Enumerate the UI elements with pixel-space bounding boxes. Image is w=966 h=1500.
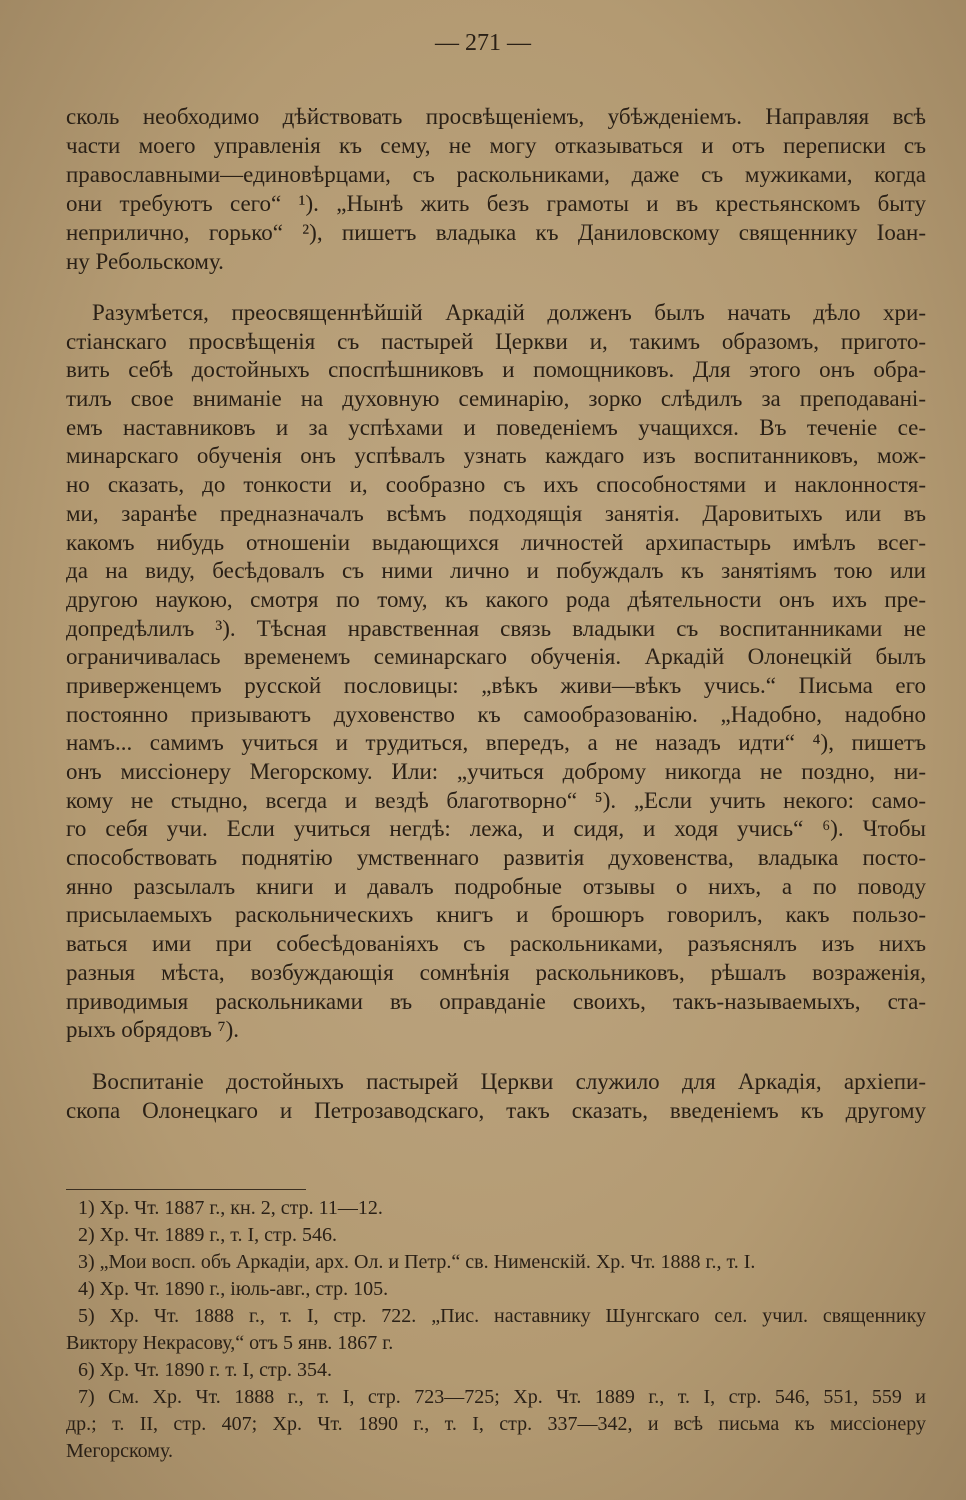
text-line: приводимыя раскольниками въ оправданіе своихъ, такъ-называемыхъ, ста- (66, 988, 926, 1014)
text-line: рыхъ обрядовъ ⁷). (66, 1017, 240, 1043)
text-line: сколь необходимо дѣйствовать просвѣщеніемъ, убѣжденіемъ. Направляя всѣ (66, 104, 926, 129)
footnote-line: 5) Хр. Чт. 1888 г., т. I, стр. 722. „Пис. наставнику Шунгскаго сел. учил. священнику (78, 1305, 926, 1327)
text-line: Разумѣется, преосвященнѣйшій Аркадій долженъ былъ начать дѣло хри- (92, 300, 926, 325)
text-line: какомъ нибудь отношеніи выдающихся личностей архипастырь имѣлъ всег- (66, 529, 926, 555)
text-line: неприлично, горько“ ²), пишетъ владыка къ Даниловскому священнику Іоан- (66, 220, 926, 245)
text-line: Воспитаніе достойныхъ пастырей Церкви служило для Аркадія, архіепи- (92, 1069, 926, 1094)
text-line: части моего управленія къ сему, не могу отказываться и отъ переписки съ (66, 133, 926, 158)
footnote-line: др.; т. II, стр. 407; Хр. Чт. 1890 г., т. I, стр. 337—342, и всѣ письма къ миссіонеру (66, 1413, 926, 1435)
text-line: онъ миссіонеру Мегорскому. Или: „учиться доброму никогда не поздно, ни- (66, 759, 926, 784)
text-line: другою наукою, смотря по тому, къ какого рода дѣятельности онъ ихъ пре- (66, 586, 926, 612)
text-line: скопа Олонецкаго и Петрозаводскаго, такъ сказать, введеніемъ къ другому (66, 1097, 926, 1123)
text-line: постоянно призываютъ духовенство къ самообразованію. „Надобно, надобно (66, 701, 926, 727)
text-line: присылаемыхъ раскольническихъ книгъ и брошюръ говорилъ, какъ пользо- (66, 902, 926, 928)
text-line: кому не стыдно, всегда и вездѣ благотворно“ ⁵). „Если учить некого: само- (66, 787, 926, 813)
paragraph-3 (66, 1068, 926, 1125)
footnote-line: Мегорскому. (66, 1440, 173, 1462)
text-line: янно разсылалъ книги и давалъ подробные отзывы о нихъ, а по поводу (66, 873, 926, 899)
footnote-line: 4) Хр. Чт. 1890 г., іюль-авг., стр. 105. (78, 1278, 389, 1300)
page-number: — 271 — (435, 30, 531, 56)
footnote-line: 3) „Мои восп. объ Аркадіи, арх. Ол. и Петр.“ св. Нименскій. Хр. Чт. 1888 г., т. I. (78, 1251, 756, 1273)
text-line: но сказать, до тонкости и, сообразно съ ихъ способностями и наклонностя- (66, 472, 926, 498)
text-line: приверженцемъ русской пословицы: „вѣкъ живи—вѣкъ учись.“ Письма его (66, 672, 926, 698)
footnote-line: Виктору Некрасову,“ отъ 5 янв. 1867 г. (66, 1332, 394, 1354)
text-line: го себя учи. Если учиться негдѣ: лежа, и сидя, и ходя учись“ ⁶). Чтобы (66, 816, 926, 842)
footnotes (66, 1195, 926, 1465)
text-line: способствовать поднятію умственнаго развитія духовенства, владыка посто- (66, 845, 926, 871)
text-line: допредѣлилъ ³). Тѣсная нравственная связь владыки съ воспитанниками не (66, 615, 926, 641)
text-line: да на виду, бесѣдовалъ съ ними лично и побуждалъ къ занятіямъ тою или (66, 558, 926, 584)
text-line: ограничивалась временемъ семинарскаго обученія. Аркадій Олонецкій былъ (66, 644, 926, 670)
text-line: разныя мѣста, возбуждающія сомнѣнія раскольниковъ, рѣшалъ возраженія, (66, 959, 926, 985)
footnote-line: 6) Хр. Чт. 1890 г. т. I, стр. 354. (78, 1359, 333, 1381)
footnote-line: 2) Хр. Чт. 1889 г., т. I, стр. 546. (78, 1224, 338, 1246)
paragraph-1 (66, 102, 926, 276)
text-line: ну Ребольскому. (66, 249, 224, 274)
footnote-line: 1) Хр. Чт. 1887 г., кн. 2, стр. 11—12. (78, 1197, 383, 1219)
paragraph-2 (66, 299, 926, 1045)
text-line: ми, заранѣе предназначалъ всѣмъ подходящія занятія. Даровитыхъ или въ (66, 500, 926, 526)
text-line: минарскаго обученія онъ успѣвалъ узнать каждаго изъ воспитанниковъ, мож- (66, 443, 926, 469)
text-line: стіанскаго просвѣщенія съ пастырей Церкви и, такимъ образомъ, пригото- (66, 328, 926, 354)
text-line: они требуютъ сего“ ¹). „Нынѣ жить безъ грамоты и въ крестьянскомъ быту (66, 191, 926, 216)
text-line: вить себѣ достойныхъ споспѣшниковъ и помощниковъ. Для этого онъ обра- (66, 357, 926, 383)
text-line: ваться ими при собесѣдованіяхъ съ раскольниками, разъяснялъ изъ нихъ (66, 931, 926, 957)
text-line: тилъ свое вниманіе на духовную семинарію, зорко слѣдилъ за преподавані- (66, 386, 926, 412)
text-line: емъ наставниковъ и за успѣхами и поведеніемъ учащихся. Въ теченіе се- (66, 414, 926, 440)
footnote-divider (66, 1189, 306, 1190)
text-line: православными—единовѣрцами, съ раскольниками, даже съ мужиками, когда (66, 162, 926, 187)
footnote-line: 7) См. Хр. Чт. 1888 г., т. I, стр. 723—725; Хр. Чт. 1889 г., т. I, стр. 546, 551, 559 и (78, 1386, 926, 1408)
text-line: намъ... самимъ учиться и трудиться, впередъ, а не назадъ идти“ ⁴), пишетъ (66, 730, 926, 756)
